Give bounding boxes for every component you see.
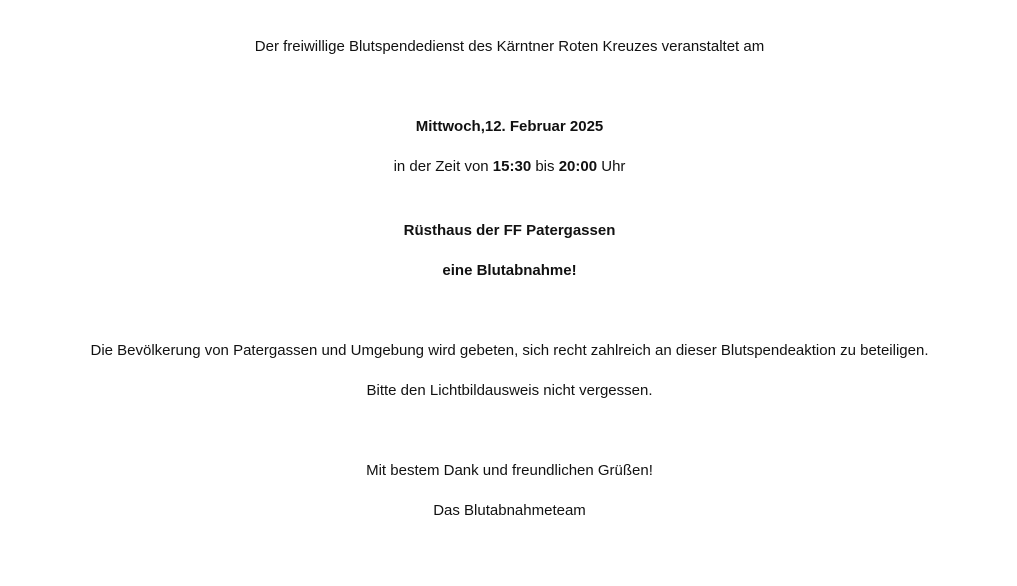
closing-text: Mit bestem Dank und freundlichen Grüßen! xyxy=(366,462,653,479)
appeal-text: Die Bevölkerung von Patergassen und Umgebung wird gebeten, sich recht zahlreich an dieser Blutspendeaktion zu beteiligen. xyxy=(90,342,929,359)
event-location: Rüsthaus der FF Patergassen xyxy=(403,222,616,239)
start-time: 15:30 xyxy=(492,158,532,175)
event-type: eine Blutabnahme! xyxy=(442,262,577,279)
intro-text: Der freiwillige Blutspendedienst des Kärntner Roten Kreuzes veranstaltet am xyxy=(254,38,765,55)
time-prefix: in der Zeit von xyxy=(393,158,489,175)
end-time: 20:00 xyxy=(558,158,598,175)
time-middle: bis xyxy=(535,158,555,175)
time-suffix: Uhr xyxy=(601,158,626,175)
signature: Das Blutabnahmeteam xyxy=(433,502,586,519)
id-reminder: Bitte den Lichtbildausweis nicht vergessen. xyxy=(366,382,653,399)
event-time xyxy=(0,157,1017,177)
event-date: Mittwoch,12. Februar 2025 xyxy=(415,118,604,135)
